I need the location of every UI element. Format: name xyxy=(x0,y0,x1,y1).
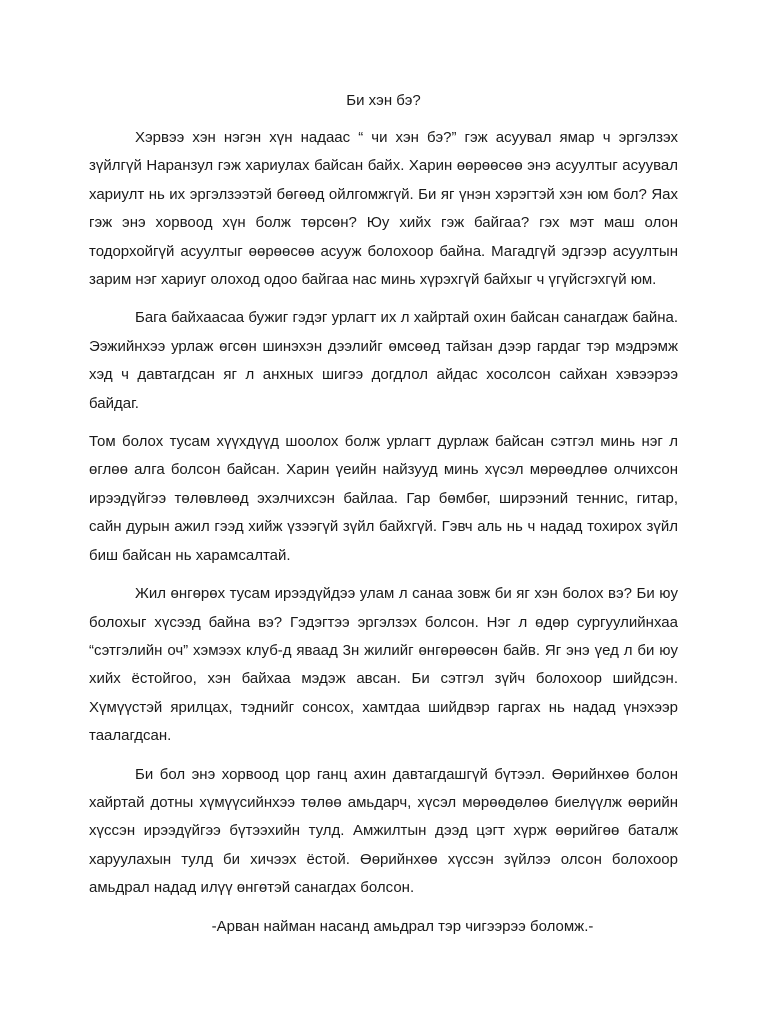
paragraph-5: Би бол энэ хорвоод цор ганц ахин давтагдашгүй бүтээл. Өөрийнхөө болон хайртай дотны хүмүүсийнхээ төлөө амьдарч, хүсэл мөрөөдөлөө биелүүлж өөрийн хүссэн ирээдүйгээ бүтээхийн тулд. Амжилтын дээд цэгт хүрж өөрийгөө баталж харуулахын тулд би хичээх ёстой. Өөрийнхөө хүссэн зүйлээ олсон болохоор амьдрал надад илүү өнгөтэй санагдах болсон. xyxy=(89,765,678,897)
paragraph-3: Том болох тусам хүүхдүүд шоолох болж урлагт дурлаж байсан сэтгэл минь нэг л өглөө алга болсон байсан. Харин үеийн найзууд минь хүсэл мөрөөдлөө олчихсон ирээдүйгээ төлөвлөөд эхэлчихсэн байлаа. Гар бөмбөг, ширээний теннис, гитар, сайн дурын ажил гээд хийж үзээгүй зүйл байхгүй. Гэвч аль нь ч надад тохирох зүйл биш байсан нь харамсалтай. xyxy=(89,433,678,564)
closing-line: -Арван найман насанд амьдрал тэр чигээрээ боломж.- xyxy=(211,917,594,935)
paragraph-1: Хэрвээ хэн нэгэн хүн надаас “ чи хэн бэ?” гэж асуувал ямар ч эргэлзэх зүйлгүй Наранзул гэж хариулах байсан байх. Харин өөрөөсөө энэ асуултыг асуувал хариулт нь их эргэлзээтэй бөгөөд ойлгомжгүй. Би яг үнэн хэрэгтэй хэн юм бол? Яах гэж энэ хорвоод хүн болж төрсөн? Юу хийх гэж байгаа? гэх мэт маш олон тодорхойгүй асуултыг өөрөөсөө асууж болохоор байна. Магадгүй эдгээр асуултын зарим нэг хариуг олоход одоо байгаа нас минь хүрэхгүй байхыг ч үгүйсгэхгүй юм. xyxy=(89,129,678,289)
paragraph-2: Бага байхаасаа бужиг гэдэг урлагт их л хайртай охин байсан санагдаж байна. Ээжийнхээ урлаж өгсөн шинэхэн дээлийг өмсөөд тайзан дээр гардаг тэр мэдрэмж хэд ч давтагдсан яг л анхных шигээ догдлол айдас хосолсон сайхан хэвээрээ байдаг. xyxy=(89,309,678,412)
paragraph-4: Жил өнгөрөх тусам ирээдүйдээ улам л санаа зовж би яг хэн болох вэ? Би юу болохыг хүсээд байна вэ? Гэдэгтээ эргэлзэх болсон. Нэг л өдөр сургуулийнхаа “сэтгэлийн оч” хэмээх клуб-д яваад 3н жилийг өнгөрөөсөн байв. Яг энэ үед л би юу хийх ёстойгоо, хэн байхаа мэдэж авсан. Би сэтгэл зүйч болохоор шийдсэн. Хүмүүстэй ярилцах, тэднийг сонсох, хамтдаа шийдвэр гаргах нь надад үнэхээр таалагдсан. xyxy=(89,585,678,745)
document-page xyxy=(89,88,678,941)
document-title: Би хэн бэ? xyxy=(346,92,421,109)
